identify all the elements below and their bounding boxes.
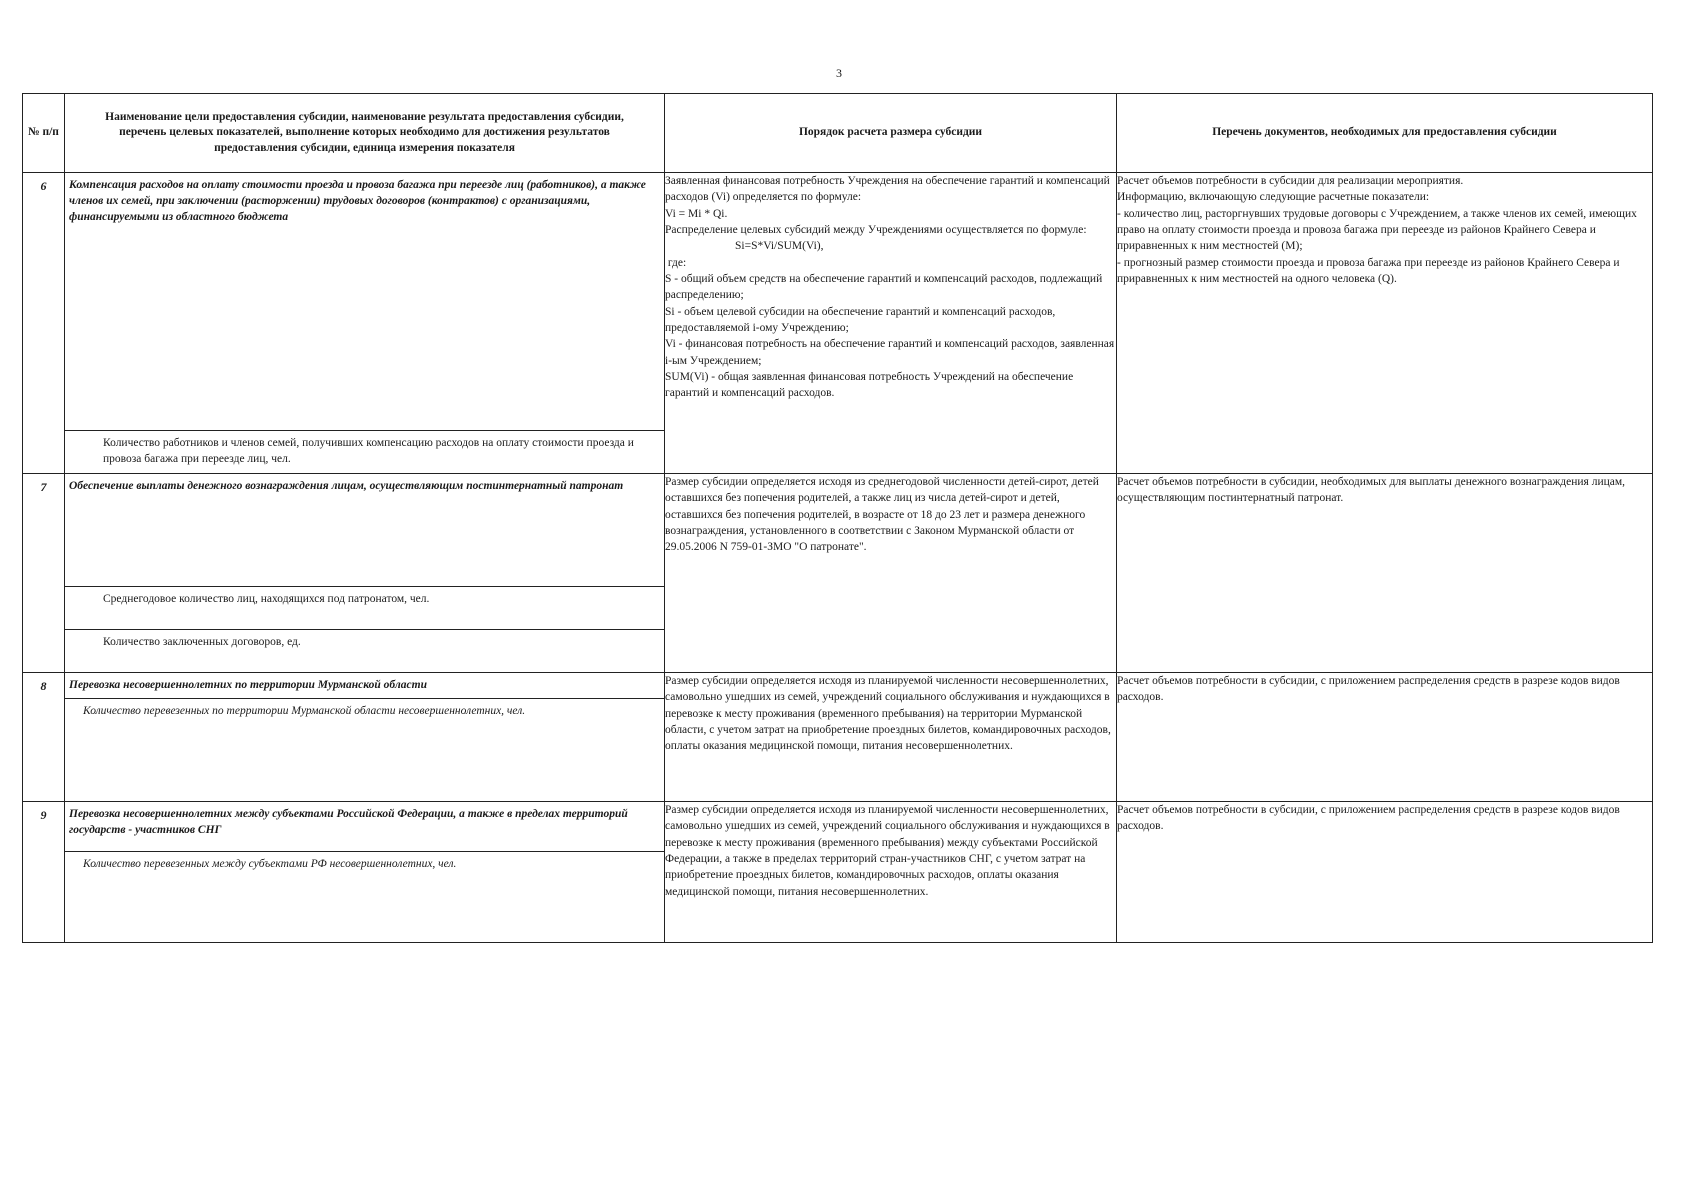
subsidy-table (22, 93, 1653, 943)
header-calc: Порядок расчета размера субсидии (665, 94, 1117, 173)
header-number: № п/п (23, 94, 65, 173)
row-number: 9 (23, 802, 65, 943)
indicator-text: Количество перевезенных между субъектами РФ несовершеннолетних, чел. (65, 851, 664, 942)
calc-line: S - общий объем средств на обеспечение гарантий и компенсаций расходов, подлежащий распределению; (665, 272, 1103, 302)
docs-line: - количество лиц, расторгнувших трудовые договоры с Учреждением, а также членов их семей, имеющих право на оплату стоимости проезда и провоза багажа при переезде из районов Крайнего Севера и приравненных к ним местностей (M); (1117, 207, 1637, 253)
docs-line: Информацию, включающую следующие расчетные показатели: (1117, 191, 1430, 204)
calc-formula: Vi = Mi * Qi. (665, 207, 728, 220)
goal-text: Компенсация расходов на оплату стоимости проезда и провоза багажа при переезде лиц (работников), а также членов их семей, при заключении (расторжении) трудовых договоров (контрактов) с организациями, финансируемыми из областного бюджета (69, 179, 646, 223)
row-number: 7 (23, 474, 65, 673)
row-number: 6 (23, 173, 65, 474)
table-row (23, 173, 1653, 474)
docs-cell: Расчет объемов потребности в субсидии, с приложением распределения средств в разрезе кодов видов расходов. (1117, 802, 1653, 943)
calc-line: SUM(Vi) - общая заявленная финансовая потребность Учреждений на обеспечение гарантий и компенсаций расходов. (665, 370, 1074, 400)
docs-cell (1117, 173, 1653, 474)
goal-cell (65, 802, 665, 943)
goal-cell (65, 474, 665, 673)
calc-cell (665, 173, 1117, 474)
header-docs: Перечень документов, необходимых для предоставления субсидии (1117, 94, 1653, 173)
goal-cell (65, 673, 665, 802)
page-number: 3 (836, 66, 842, 80)
calc-cell: Размер субсидии определяется исходя из среднегодовой численности детей-сирот, детей оставшихся без попечения родителей, а также лиц из числа детей-сирот и детей, оставшихся без попечения родителей, в возрасте от 18 до 23 лет и размера денежного вознаграждения, установленного в соответствии с Законом Мурманской области от 29.05.2006 N 759-01-ЗМО "О патронате". (665, 474, 1117, 673)
table-row (23, 673, 1653, 802)
calc-formula (665, 238, 1116, 254)
calc-line: где: (665, 256, 687, 269)
indicator-text: Среднегодовое количество лиц, находящихся под патронатом, чел. (65, 586, 664, 629)
calc-line: Vi - финансовая потребность на обеспечение гарантий и компенсаций расходов, заявленная i-ым Учреждением; (665, 338, 1115, 367)
table-header-row (23, 94, 1653, 173)
goal-cell (65, 173, 665, 474)
indicator-text: Количество заключенных договоров, ед. (65, 629, 664, 672)
indicator-text: Количество работников и членов семей, получивших компенсацию расходов на оплату стоимости проезда и провоза багажа при переезде лиц, чел. (65, 430, 664, 473)
calc-cell: Размер субсидии определяется исходя из планируемой численности несовершеннолетних, самовольно ушедших из семей, учреждений социального обслуживания и нуждающихся в перевозке к месту проживания (временного пребывания) на территории Мурманской области, с учетом затрат на приобретение проездных билетов, командировочных расходов, оплаты оказания медицинской помощи, питания несовершеннолетних. (665, 673, 1117, 802)
goal-text: Обеспечение выплаты денежного вознаграждения лицам, осуществляющим постинтернатный патронат (69, 480, 624, 492)
docs-line: - прогнозный размер стоимости проезда и провоза багажа при переезде из районов Крайнего Севера и приравненных к ним местностей на одного человека (Q). (1117, 256, 1620, 285)
docs-line: Расчет объемов потребности в субсидии для реализации мероприятия. (1117, 175, 1464, 187)
table-row (23, 802, 1653, 943)
goal-text: Перевозка несовершеннолетних по территории Мурманской области (69, 679, 427, 691)
calc-line: Заявленная финансовая потребность Учреждения на обеспечение гарантий и компенсаций расходов (Vi) определяется по формуле: (665, 175, 1110, 204)
goal-text: Перевозка несовершеннолетних между субъектами Российской Федерации, а также в пределах территорий государств - участников СНГ (69, 808, 628, 836)
indicator-text: Количество перевезенных по территории Мурманской области несовершеннолетних, чел. (65, 698, 664, 801)
docs-cell: Расчет объемов потребности в субсидии, с приложением распределения средств в разрезе кодов видов расходов. (1117, 673, 1653, 802)
header-goal: Наименование цели предоставления субсидии, наименование результата предоставления субсидии, перечень целевых показателей, выполнение которых необходимо для достижения результатов предоставления субсидии, единица измерения показателя (65, 94, 665, 173)
calc-line: Распределение целевых субсидий между Учреждениями осуществляется по формуле: (665, 223, 1087, 236)
table-row (23, 474, 1653, 673)
calc-line: Si - объем целевой субсидии на обеспечение гарантий и компенсаций расходов, предоставляемой i-ому Учреждению; (665, 305, 1056, 334)
calc-formula-text: Si=S*Vi/SUM(Vi), (735, 240, 824, 253)
row-number: 8 (23, 673, 65, 802)
calc-cell: Размер субсидии определяется исходя из планируемой численности несовершеннолетних, самовольно ушедших из семей, учреждений социального обслуживания и нуждающихся в перевозке к месту проживания (временного пребывания) между субъектами Российской Федерации, а также в пределах территорий стран-участников СНГ, с учетом затрат на приобретение проездных билетов, командировочных расходов, оплаты оказания медицинской помощи, питания несовершеннолетних. (665, 802, 1117, 943)
docs-cell: Расчет объемов потребности в субсидии, необходимых для выплаты денежного вознаграждения лицам, осуществляющим постинтернатный патронат. (1117, 474, 1653, 673)
